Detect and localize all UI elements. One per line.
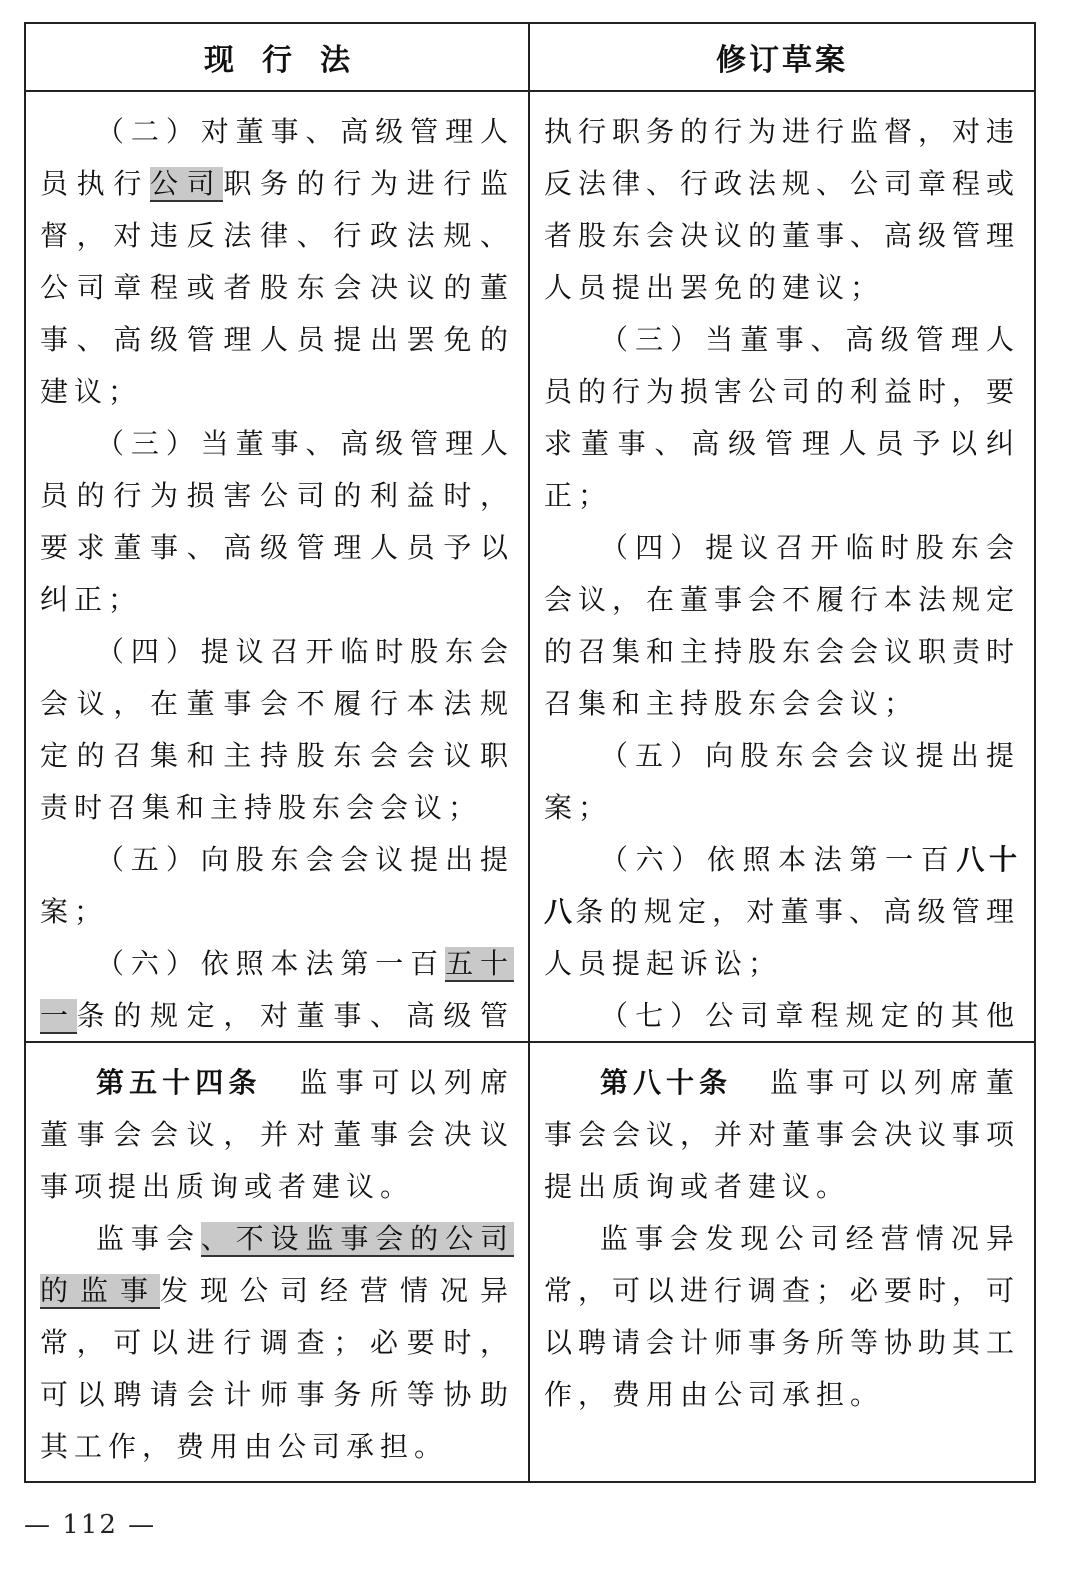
article-paragraph-1: [544, 1057, 1020, 1213]
clause-text: （六）依照本法第一百: [96, 947, 446, 980]
clause-2: [40, 106, 514, 418]
clause-text: 条的规定，对董事、高级管理人员提起诉讼；: [544, 895, 1020, 980]
header-row: [26, 24, 1034, 92]
clause-text: 发现公司经营情况异常，可以进行调查；必要时，可以聘请会计师事务所等协助其工作，费用由公司承担。: [40, 1274, 514, 1463]
table-row: [26, 92, 1034, 1043]
page-number: — 112 —: [24, 1510, 157, 1540]
clause-4: （四）提议召开临时股东会会议，在董事会不履行本法规定的召集和主持股东会会议职责时召集和主持股东会会议；: [40, 635, 514, 824]
clause-6: [544, 834, 1020, 990]
current-law-cell: [26, 1043, 530, 1481]
clause-text: 监事会: [96, 1222, 201, 1255]
highlight-change: 公司: [150, 167, 224, 200]
clause-text: （六）依照本法第一百: [600, 843, 957, 876]
highlight-change: 五十一: [40, 947, 514, 1032]
table-row: [26, 1043, 1034, 1481]
article-paragraph-2: 监事会发现公司经营情况异常，可以进行调查；必要时，可以聘请会计师事务所等协助其工作，费用由公司承担。: [544, 1222, 1021, 1411]
article-paragraph-1: [40, 1057, 514, 1213]
highlight-change: 、不设监事会的公司的监事: [40, 1222, 514, 1307]
clause-3: （三）当董事、高级管理人员的行为损害公司的利益时，要求董事、高级管理人员予以纠正；: [40, 427, 514, 616]
clause-4: （四）提议召开临时股东会会议，在董事会不履行本法规定的召集和主持股东会会议职责时召集和主持股东会会议；: [544, 531, 1021, 720]
header-revision-draft: 修订草案: [716, 43, 848, 78]
clause-2-continued: 执行职务的行为进行监督，对违反法律、行政法规、公司章程或者股东会决议的董事、高级管理人员提出罢免的建议；: [544, 115, 1021, 304]
clause-text: 条的规定，对董事、高级管: [76, 999, 514, 1032]
comparison-table: [24, 22, 1036, 1483]
article-number: 第八十条: [600, 1066, 732, 1099]
current-law-cell: [26, 92, 530, 1041]
revision-draft-cell: [530, 92, 1034, 1041]
clause-text: 职务的行为进行监督，对违反法律、行政法规、公司章程或者股东会决议的董事、高级管理人员提出罢免的建议；: [40, 167, 514, 408]
article-paragraph-2: [40, 1213, 514, 1473]
article-number: 第五十四条: [96, 1066, 262, 1099]
revision-draft-cell: [530, 1043, 1034, 1481]
clause-6: [40, 938, 514, 1041]
clause-3: （三）当董事、高级管理人员的行为损害公司的利益时，要求董事、高级管理人员予以纠正；: [544, 323, 1021, 512]
header-current-law: 现行法: [26, 24, 530, 90]
clause-text: （二）对董事、高级管理人员执行: [40, 115, 514, 200]
clause-7: （七）公司章程规定的其他: [600, 999, 1020, 1032]
clause-5: （五）向股东会会议提出提案；: [40, 843, 514, 928]
clause-5: （五）向股东会会议提出提案；: [544, 739, 1020, 824]
bold-change: 八十八: [544, 843, 1020, 928]
clause-text: 监事可以列席董事会会议，并对董事会决议事项提出质询或者建议。: [40, 1066, 514, 1203]
clause-text: 监事可以列席董事会会议，并对董事会决议事项提出质询或者建议。: [544, 1066, 1021, 1203]
